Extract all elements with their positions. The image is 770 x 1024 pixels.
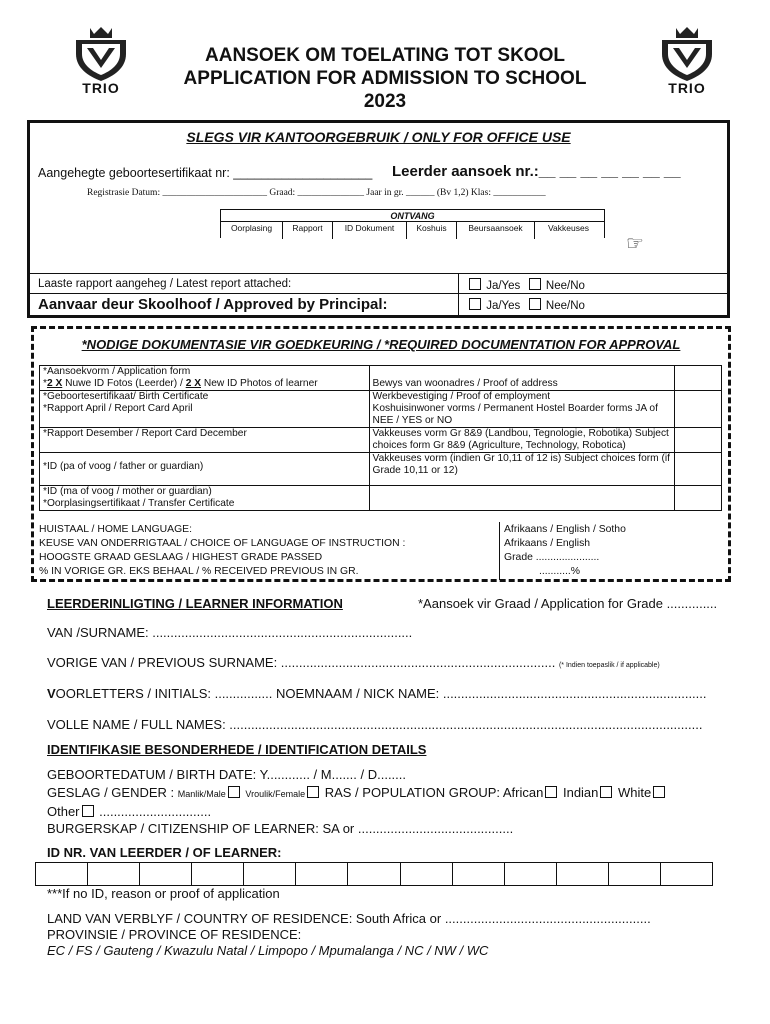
- doc-report-april: *Rapport April / Report Card April: [43, 403, 193, 414]
- doc-hostel: Koshuisinwoner vorms / Permanent Hostel Boarder forms JA of NEE / YES or NO: [372, 403, 658, 426]
- received-col[interactable]: Oorplasing: [221, 222, 283, 239]
- required-documentation-box: [31, 326, 731, 582]
- learner-info-heading: LEERDERINLIGTING / LEARNER INFORMATION: [47, 596, 343, 611]
- no-label: Nee/No: [545, 300, 585, 312]
- home-language-value[interactable]: Afrikaans / English / Sotho: [504, 524, 626, 535]
- doc-item: [40, 391, 370, 428]
- indian-checkbox[interactable]: [600, 786, 612, 798]
- previous-surname-label: VORIGE VAN / PREVIOUS SURNAME: ............................................................................: [47, 655, 556, 670]
- doc-check-cell[interactable]: [675, 486, 722, 511]
- learner-application-number[interactable]: Leerder aansoek nr.:__ __ __ __ __ __ __: [392, 163, 681, 180]
- doc-check-cell[interactable]: [675, 366, 722, 391]
- yes-label: Ja/Yes: [486, 300, 521, 312]
- last-report-yes-checkbox[interactable]: [469, 278, 481, 290]
- approved-no-checkbox[interactable]: [529, 298, 541, 310]
- percent-value[interactable]: ...........%: [539, 566, 580, 577]
- initials-v: V: [47, 686, 56, 701]
- language-section: [39, 523, 405, 579]
- id-number-heading: ID NR. VAN LEERDER / OF LEARNER:: [47, 845, 282, 860]
- doc-id-photos: *2 X Nuwe ID Fotos (Leerder) / 2 X New ID Photos of learner: [43, 378, 318, 389]
- received-col[interactable]: ID Dokument: [333, 222, 407, 239]
- full-names-field[interactable]: VOLLE NAME / FULL NAMES: ...................................................................................................................................: [47, 717, 703, 732]
- required-docs-table: [39, 365, 722, 511]
- doc-subject-choice-8-9: Vakkeuses vorm Gr 8&9 (Landbou, Tegnologie, Robotika) Subject choices form Gr 8&9 (Agriculture, Technology, Robotica): [369, 428, 675, 453]
- doc-item: [40, 486, 370, 511]
- female-checkbox[interactable]: [307, 786, 319, 798]
- identification-heading: IDENTIFIKASIE BESONDERHEDE / IDENTIFICATION DETAILS: [47, 742, 427, 757]
- doc-check-cell[interactable]: [675, 391, 722, 428]
- principal-approval-label: Aanvaar deur Skoolhoof / Approved by Principal:: [38, 296, 388, 313]
- birth-cert-field[interactable]: Aangehegte geboortesertifikaat nr: ____________________: [38, 166, 373, 180]
- white-checkbox[interactable]: [653, 786, 665, 798]
- birth-date-field[interactable]: GEBOORTEDATUM / BIRTH DATE: Y............ / M....... / D........: [47, 767, 407, 782]
- logo-text: TRIO: [668, 80, 706, 96]
- doc-id-father: *ID (pa of voog / father or guardian): [40, 453, 370, 486]
- shield-crest-icon: [656, 24, 718, 82]
- white-label: White: [614, 785, 652, 800]
- instruction-language-value[interactable]: Afrikaans / English: [504, 538, 591, 549]
- male-label: Manlik/Male: [177, 789, 226, 799]
- grade-application-field[interactable]: *Aansoek vir Graad / Application for Grade ..............: [418, 596, 718, 611]
- received-col[interactable]: Beursaansoek: [457, 222, 535, 239]
- home-language-label: HUISTAAL / HOME LANGUAGE:: [39, 524, 193, 535]
- doc-check-cell[interactable]: [675, 428, 722, 453]
- received-col[interactable]: Rapport: [283, 222, 333, 239]
- last-report-options: [467, 278, 585, 292]
- initials-label: OORLETTERS / INITIALS: ................ NOEMNAAM / NICK NAME: .........................................................................: [55, 686, 707, 701]
- gender-population-row: [47, 785, 667, 800]
- office-use-box: [27, 120, 730, 318]
- title-year: 2023: [363, 91, 407, 112]
- required-docs-heading: *NODIGE DOKUMENTASIE VIR GOEDKEURING / *REQUIRED DOCUMENTATION FOR APPROVAL: [81, 337, 681, 352]
- doc-birth-cert: *Geboortesertifikaat/ Birth Certificate: [43, 391, 209, 402]
- doc-employment: Werkbevestiging / Proof of employment: [372, 391, 551, 402]
- surname-field[interactable]: VAN /SURNAME: ........................................................................: [47, 625, 413, 640]
- doc-transfer-cert: *Oorplasingsertifikaat / Transfer Certificate: [43, 498, 235, 509]
- received-col[interactable]: Vakkeuses: [548, 223, 589, 233]
- title-line-2: APPLICATION FOR ADMISSION TO SCHOOL: [183, 68, 587, 89]
- previous-surname-note: (* Indien toepaslik / if applicable): [558, 662, 660, 669]
- title-line-1: AANSOEK OM TOELATING TOT SKOOL: [205, 45, 565, 66]
- approved-yes-checkbox[interactable]: [469, 298, 481, 310]
- country-of-residence-field[interactable]: LAND VAN VERBLYF / COUNTRY OF RESIDENCE: South Africa or .........................................................: [47, 911, 651, 926]
- doc-application-form: *Aansoekvorm / Application form: [43, 366, 191, 377]
- last-report-label: Laaste rapport aangeheg / Latest report attached:: [38, 278, 292, 290]
- doc-empty: [369, 486, 675, 511]
- percent-label: % IN VORIGE GR. EKS BEHAAL / % RECEIVED PREVIOUS IN GR.: [39, 566, 359, 577]
- highest-grade-value[interactable]: Grade ......................: [504, 552, 600, 563]
- doc-item: Bewys van woonadres / Proof of address: [369, 366, 675, 391]
- previous-surname-field[interactable]: [47, 655, 660, 670]
- doc-item: [369, 391, 675, 428]
- received-col[interactable]: Koshuis: [407, 222, 457, 239]
- citizenship-field[interactable]: BURGERSKAP / CITIZENSHIP OF LEARNER: SA or ...........................................: [47, 821, 514, 836]
- logo-text: TRIO: [82, 80, 120, 96]
- no-label: Nee/No: [545, 280, 585, 292]
- instruction-language-label: KEUSE VAN ONDERRIGTAAL / CHOICE OF LANGUAGE OF INSTRUCTION :: [39, 538, 406, 549]
- other-label: Other: [47, 804, 80, 819]
- school-logo-right: [656, 24, 718, 94]
- last-report-no-checkbox[interactable]: [529, 278, 541, 290]
- african-checkbox[interactable]: [545, 786, 557, 798]
- no-id-note: ***If no ID, reason or proof of application: [47, 886, 280, 901]
- gender-label: GESLAG / GENDER :: [47, 785, 178, 800]
- doc-item: [40, 366, 370, 391]
- other-field[interactable]: ...............................: [95, 804, 212, 819]
- male-checkbox[interactable]: [228, 786, 240, 798]
- pointing-hand-icon: ☞: [626, 233, 644, 255]
- african-label: African: [502, 785, 544, 800]
- received-table: [220, 209, 605, 238]
- female-label: Vroulik/Female: [245, 789, 306, 799]
- id-number-grid[interactable]: [35, 862, 713, 886]
- office-use-heading: SLEGS VIR KANTOORGEBRUIK / ONLY FOR OFFICE USE: [186, 129, 571, 145]
- language-values: [504, 523, 626, 579]
- other-population-row: [47, 804, 211, 819]
- registration-line[interactable]: Registrasie Datum: ______________________ Graad: ______________ Jaar in gr. ______ (Bv 1,2) Klas: ___________: [87, 188, 546, 198]
- population-group-label: RAS / POPULATION GROUP:: [321, 785, 503, 800]
- doc-id-mother: *ID (ma of voog / mother or guardian): [43, 486, 212, 497]
- received-heading: ONTVANG: [390, 211, 435, 221]
- initials-nickname-field[interactable]: [47, 686, 707, 701]
- page-title: [140, 44, 630, 113]
- province-label: PROVINSIE / PROVINCE OF RESIDENCE:: [47, 927, 302, 942]
- doc-check-cell[interactable]: [675, 453, 722, 486]
- indian-label: Indian: [559, 785, 599, 800]
- highest-grade-label: HOOGSTE GRAAD GESLAAG / HIGHEST GRADE PASSED: [39, 552, 323, 563]
- other-checkbox[interactable]: [82, 805, 94, 817]
- school-logo-left: [70, 24, 132, 94]
- province-options[interactable]: EC / FS / Gauteng / Kwazulu Natal / Limpopo / Mpumalanga / NC / NW / WC: [47, 943, 489, 958]
- doc-subject-choice-10-12: Vakkeuses vorm (indien Gr 10,11 of 12 is) Subject choices form (if Grade 10,11 or 12): [369, 453, 675, 486]
- principal-approval-options: [467, 298, 585, 312]
- yes-label: Ja/Yes: [486, 280, 521, 292]
- shield-crest-icon: [70, 24, 132, 82]
- doc-report-december: *Rapport Desember / Report Card December: [40, 428, 370, 453]
